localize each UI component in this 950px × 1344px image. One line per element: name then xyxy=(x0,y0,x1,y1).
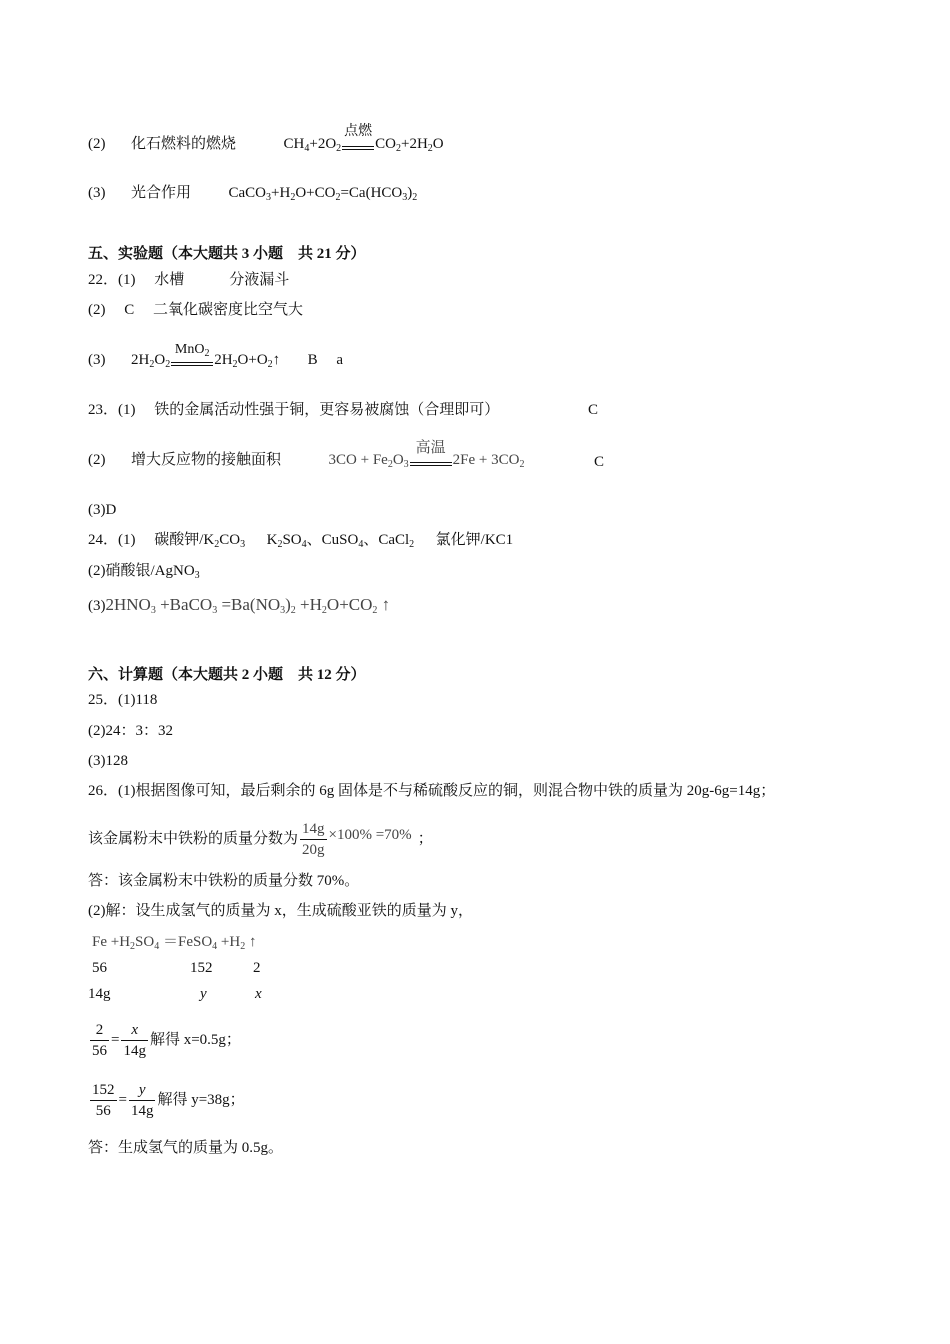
eq-given-row-y: y xyxy=(200,986,207,1002)
eq-mass-row: 56 xyxy=(92,960,107,976)
iron-sulfuric-acid-equation: $Fe +H_2SO_4$ ＝FeSO$_4$ $+H_2$ ↑ xyxy=(92,934,257,952)
q25-part2: (2)24：3：32 xyxy=(88,723,173,739)
fraction: $\frac{14g}{20g}$ xyxy=(302,821,325,859)
q26-answer-2: 答：生成氢气的质量为 0.5g。 xyxy=(88,1140,284,1156)
item-label: (2) xyxy=(88,136,106,152)
q23-part2: (2) 增大反应物的接触面积 $3CO + Fe_2O_3$ 高温 $2Fe + 3CO_2$ xyxy=(88,440,525,470)
q23-part2-answer: C xyxy=(594,454,605,470)
fraction: $\frac{y}{14g}$ xyxy=(130,1082,154,1120)
combustion-equation: $CH_4+2O_2$ 点燃 $CO_2+2H_2O$ xyxy=(283,124,444,154)
q23-part3: (3)D xyxy=(88,502,117,518)
eq-mass-row-feso4: 152 xyxy=(190,960,213,976)
fraction: $\frac{2}{56}$ xyxy=(92,1022,107,1060)
q26-part1: 26．(1)根据图像可知，最后剩余的 6g 固体是不与稀硫酸反应的铜，则混合物中铁的质量为 20g-6g=14g； xyxy=(88,783,776,799)
nitric-acid-equation: $2HNO_3$ +BaCO$_3$ $=Ba(NO_3)_2 +H_2O+CO_2$ ↑ xyxy=(105,595,391,616)
calcium-bicarbonate-equation: $CaCO_3+H_2O+CO_2=Ca(HCO_3)_2$ xyxy=(228,185,418,203)
item-label: (3) xyxy=(88,185,106,201)
q22-part3: (3) $2H_2O_2$ MnO$_2$ $2H_2O+O_2↑$ B a xyxy=(88,342,344,370)
ratio-ferrous-sulfate: $\frac{152}{56}$ = $\frac{y}{14g}$ 解得 y=38g； xyxy=(92,1082,245,1120)
q22-part1: 22．(1) 水槽 分液漏斗 xyxy=(88,272,290,288)
eq-mass-row-h2: 2 xyxy=(253,960,261,976)
iron-oxide-reduction-equation: $3CO + Fe_2O_3$ 高温 $2Fe + 3CO_2$ xyxy=(328,440,525,470)
section-6-title: 六、计算题（本大题共 2 小题 共 12 分） xyxy=(88,667,366,683)
q26-part2: (2)解：设生成氢气的质量为 x，生成硫酸亚铁的质量为 y， xyxy=(88,903,473,919)
q23-part1: 23．(1) 铁的金属活动性强于铜，更容易被腐蚀（合理即可） xyxy=(88,402,500,418)
eq-given-row: 14g xyxy=(88,986,111,1002)
line-2-combustion xyxy=(88,124,444,154)
peroxide-decomposition-equation: $2H_2O_2$ MnO$_2$ $2H_2O+O_2↑$ xyxy=(131,342,281,370)
q25-part1: 25．(1)118 xyxy=(88,692,158,708)
ratio-hydrogen: $\frac{2}{56}$ = $\frac{x}{14g}$ 解得 x=0.5g； xyxy=(92,1022,241,1060)
q26-mass-fraction: 该金属粉末中铁粉的质量分数为 $\frac{14g}{20g}$ ×100% =70% ； xyxy=(88,821,433,859)
q22-part2: (2) C 二氧化碳密度比空气大 xyxy=(88,302,303,318)
eq-given-row-x: x xyxy=(255,986,262,1002)
q24-part2: (2)硝酸银/AgNO$_3$ xyxy=(88,563,200,581)
q25-part3: (3)128 xyxy=(88,753,128,769)
q24-part1: 24．(1) 碳酸钾$/K_2CO_3$ $K_2SO_4$、CuSO$_4$、CaCl$_2$ 氯化钾/KC1 xyxy=(88,532,514,550)
item-text: 化石燃料的燃烧 xyxy=(131,136,237,152)
q24-part3: $(3)2HNO_3$ +BaCO$_3$ $=Ba(NO_3)_2 +H_2O+CO_2$ ↑ xyxy=(88,595,391,616)
q23-part1-answer: C xyxy=(588,402,599,418)
line-3-photosynthesis xyxy=(88,183,417,203)
section-5-title: 五、实验题（本大题共 3 小题 共 21 分） xyxy=(88,246,366,262)
item-text: 光合作用 xyxy=(131,185,192,201)
q26-answer-1: 答：该金属粉末中铁粉的质量分数 70%。 xyxy=(88,873,360,889)
fraction: $\frac{152}{56}$ xyxy=(92,1082,115,1120)
fraction: $\frac{x}{14g}$ xyxy=(123,1022,146,1060)
